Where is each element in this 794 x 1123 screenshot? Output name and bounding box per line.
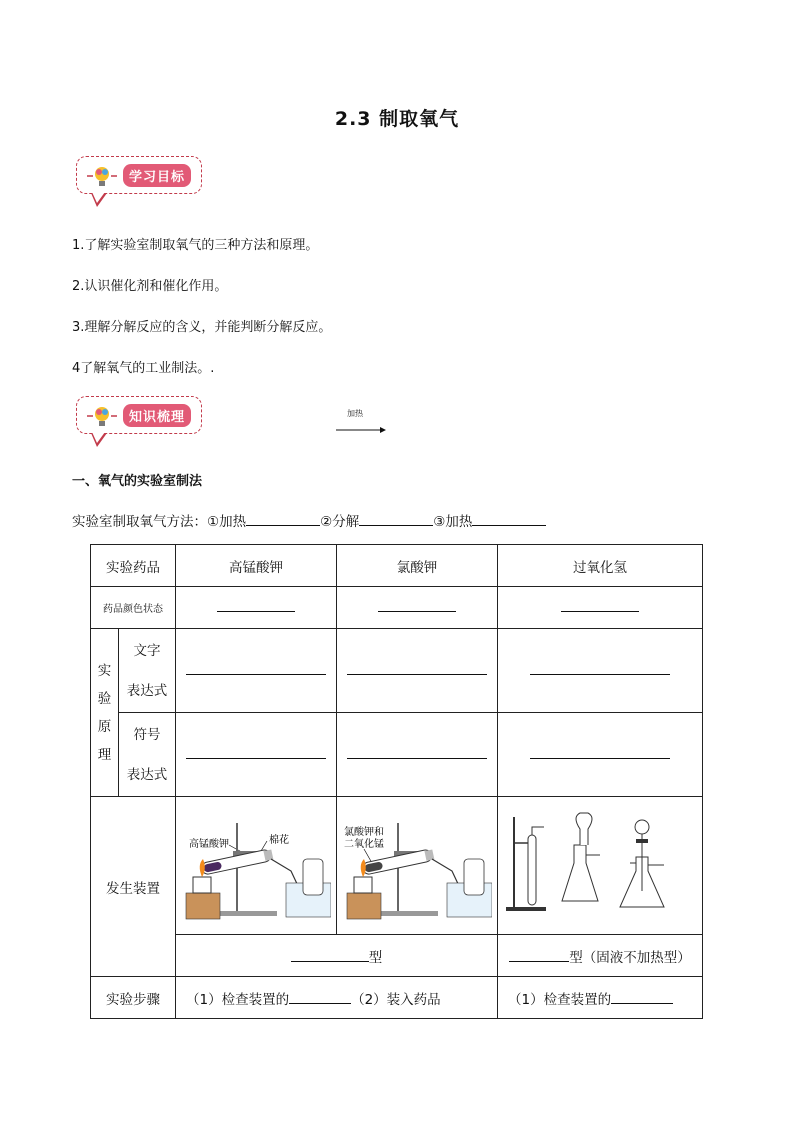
method-3: ③加热: [433, 514, 473, 530]
svg-text:氯酸钾和: 氯酸钾和: [344, 826, 384, 838]
badge-label: 学习目标: [123, 164, 191, 187]
kclo3-heating-apparatus-image: [342, 811, 492, 921]
row-header-color: 药品颜色状态: [91, 587, 176, 629]
knowledge-badge: [76, 396, 202, 434]
svg-text:高锰酸钾: 高锰酸钾: [189, 838, 229, 850]
objective-4: 4了解氧气的工业制法。.: [72, 361, 215, 376]
blank: [378, 611, 456, 612]
apparatus-h2o2: [498, 797, 703, 935]
blank: [347, 758, 487, 759]
page-title: 2.3 制取氧气: [334, 108, 460, 130]
blank: [186, 758, 326, 759]
blank: [359, 511, 433, 526]
section-heading: 一、氧气的实验室制法: [72, 474, 203, 489]
objective-2: 2.认识催化剂和催化作用。: [72, 279, 228, 294]
heating-arrow: [336, 408, 386, 438]
drug-kmno4: 高锰酸钾: [176, 545, 337, 587]
blank: [530, 674, 670, 675]
arrow-label: 加热: [347, 409, 363, 418]
drug-kclo3: 氯酸钾: [337, 545, 498, 587]
symbol-expression-header: 符号 表达式: [119, 713, 176, 797]
lightbulb-icon: [87, 163, 119, 189]
word-expression-header: 文字 表达式: [119, 629, 176, 713]
apparatus-kmno4: [176, 797, 337, 935]
objective-3: 3.理解分解反应的含义，并能判断分解反应。: [72, 320, 332, 335]
oxygen-preparation-table: [90, 544, 703, 1019]
type-solid-heating: 型: [176, 935, 498, 977]
methods-line: [72, 510, 546, 530]
objective-1: 1.了解实验室制取氧气的三种方法和原理。: [72, 238, 319, 253]
blank: [561, 611, 639, 612]
blank: [291, 961, 369, 962]
blank: [289, 1003, 351, 1004]
blank: [611, 1003, 673, 1004]
method-1: ①加热: [207, 514, 247, 530]
drug-h2o2: 过氧化氢: [498, 545, 703, 587]
row-header-apparatus: 发生装置: [91, 797, 176, 977]
method-2: ②分解: [320, 514, 360, 530]
steps-h2o2: （1）检查装置的: [498, 977, 703, 1019]
h2o2-apparatus-image: [502, 811, 702, 921]
blank: [530, 758, 670, 759]
steps-heating: （1）检查装置的 （2）装入药品: [176, 977, 498, 1019]
blank: [472, 511, 546, 526]
apparatus-kclo3: [337, 797, 498, 935]
lightbulb-icon: [87, 403, 119, 429]
arrow-icon: [336, 426, 386, 434]
methods-prefix: 实验室制取氧气方法：: [72, 514, 207, 530]
svg-text:二氧化锰: 二氧化锰: [344, 838, 384, 850]
blank: [246, 511, 320, 526]
row-header-drugs: 实验药品: [91, 545, 176, 587]
row-header-principle: 实 验 原 理: [91, 629, 119, 797]
blank: [186, 674, 326, 675]
type-solid-liquid: 型（固液不加热型）: [498, 935, 703, 977]
svg-text:棉花: 棉花: [269, 834, 289, 846]
learning-goals-badge: [76, 156, 202, 194]
row-header-steps: 实验步骤: [91, 977, 176, 1019]
blank: [509, 961, 569, 962]
badge-label: 知识梳理: [123, 404, 191, 427]
blank: [347, 674, 487, 675]
blank: [217, 611, 295, 612]
kmno4-heating-apparatus-image: [181, 811, 331, 921]
